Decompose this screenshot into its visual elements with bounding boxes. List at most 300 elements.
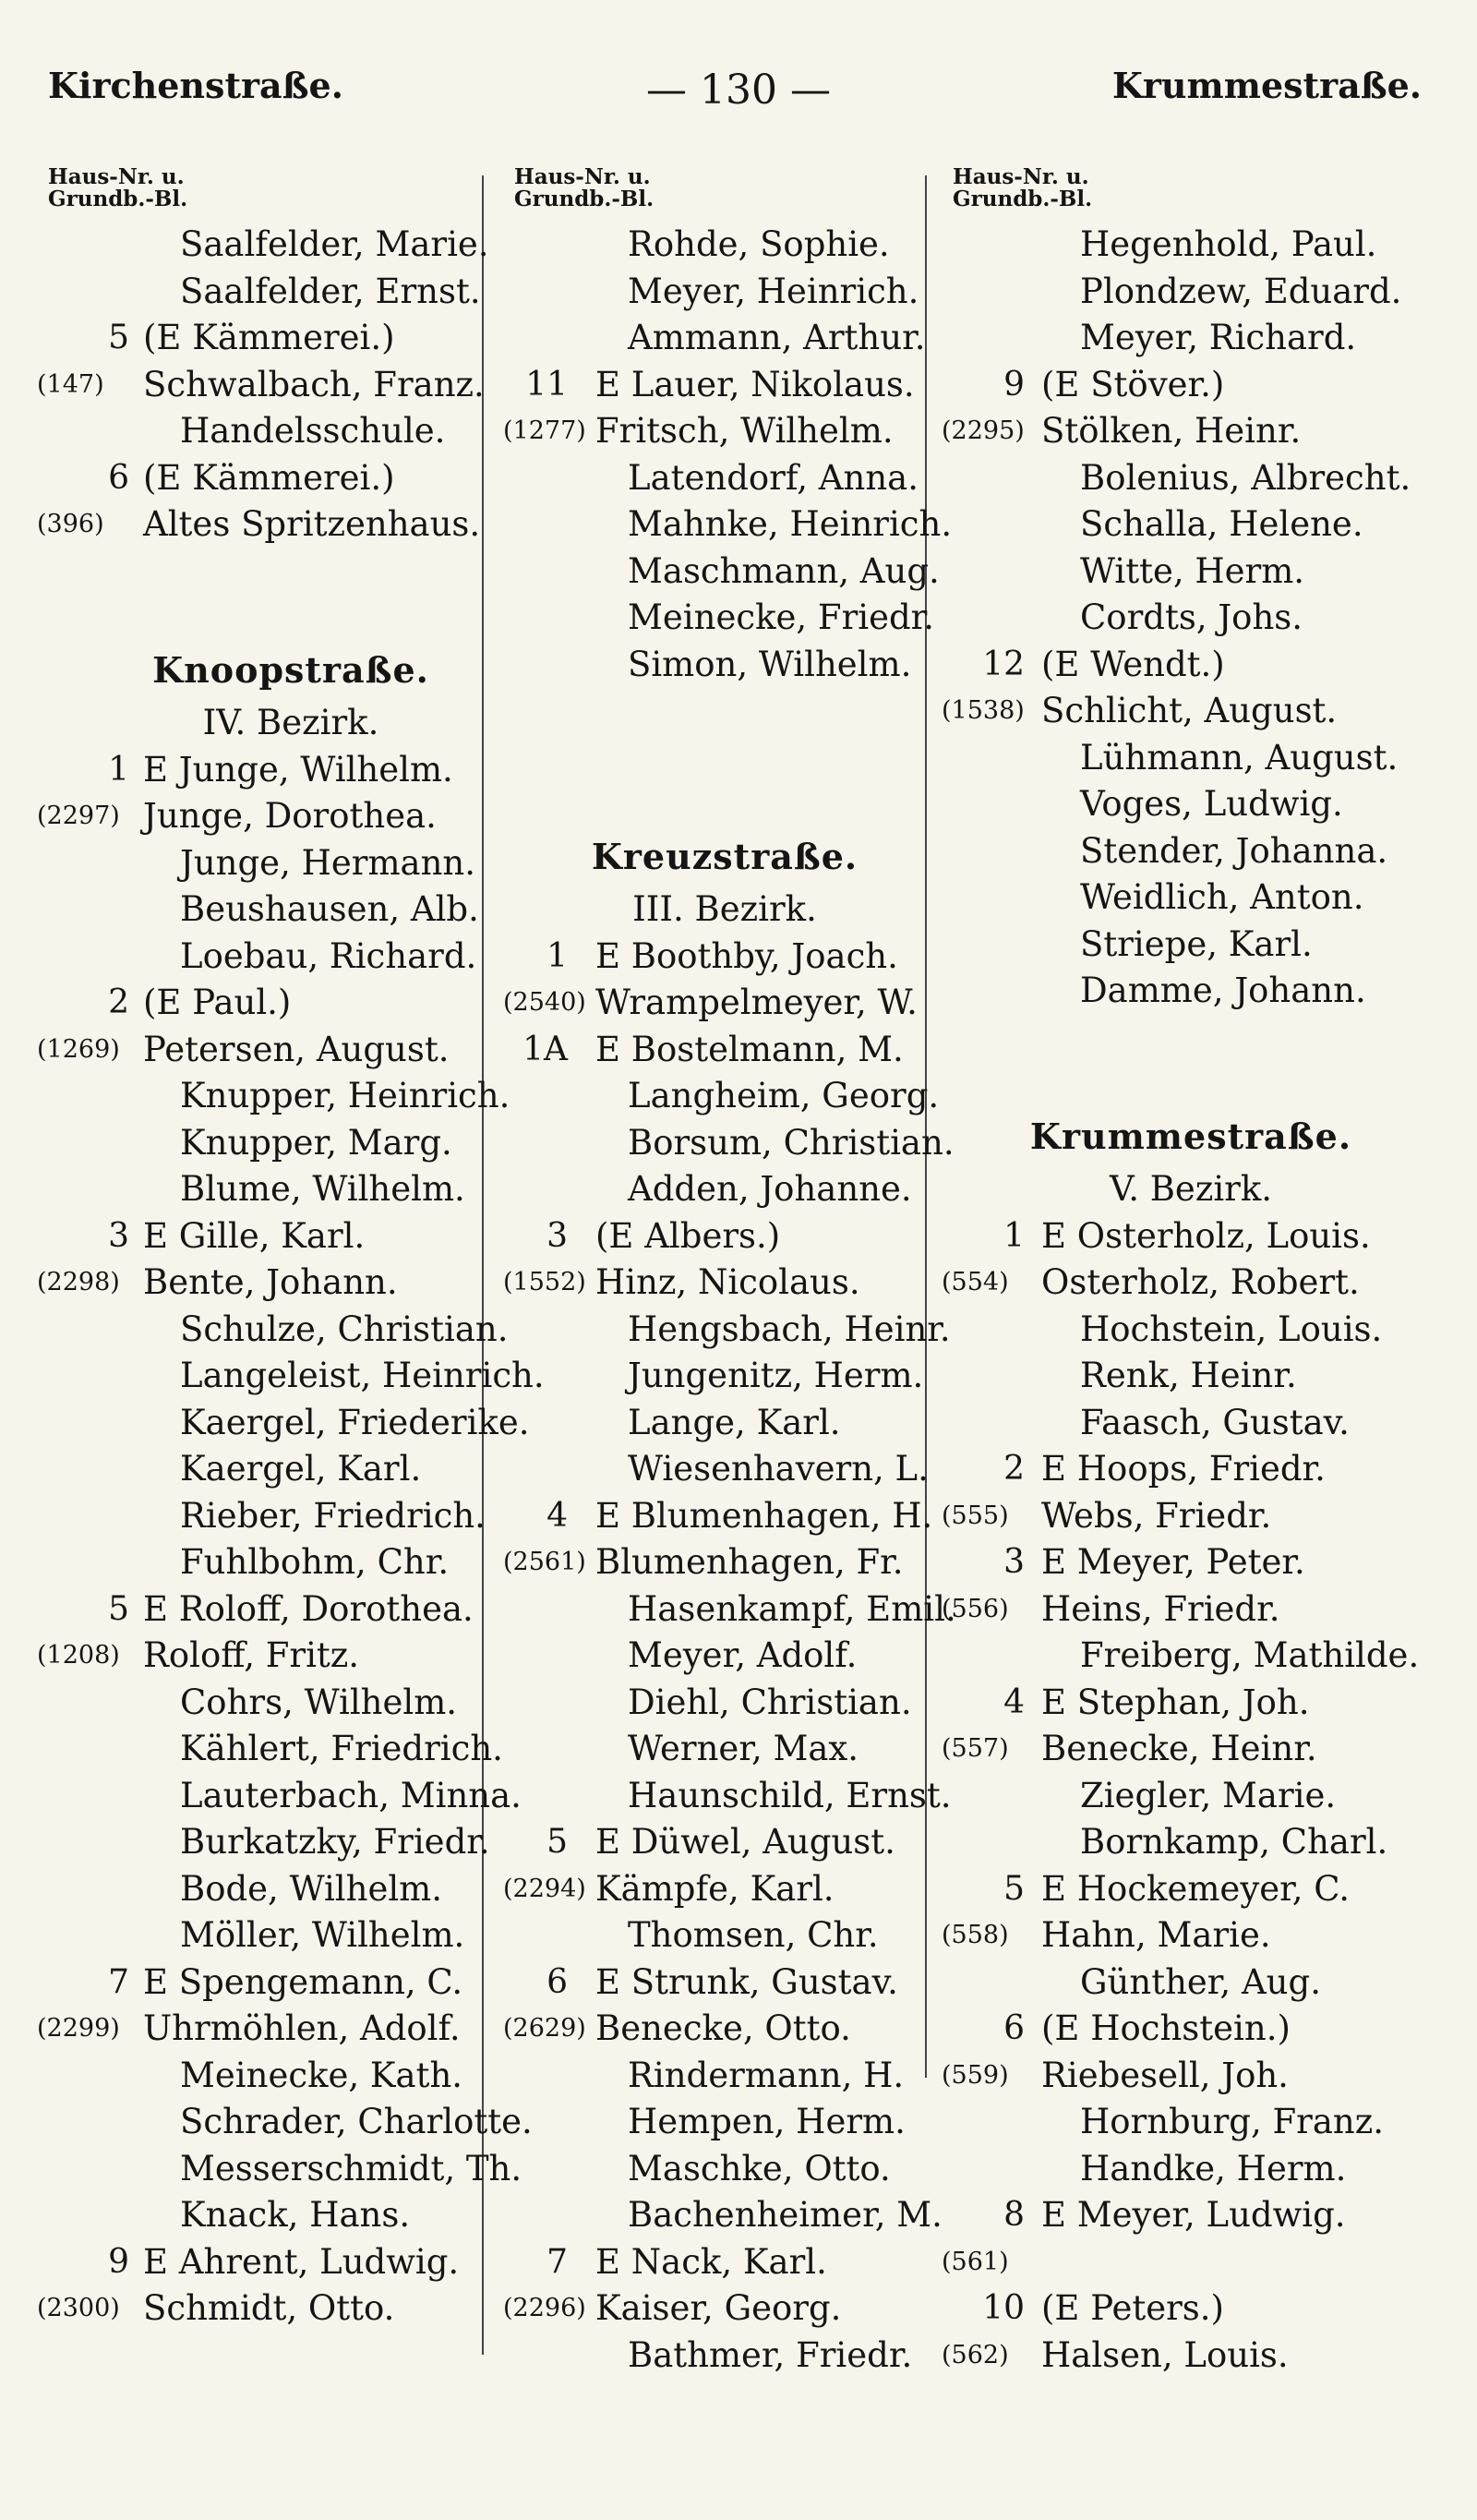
resident-name: Bathmer, Friedr. — [628, 2334, 913, 2375]
resident-name: E Meyer, Ludwig. — [1041, 2195, 1346, 2235]
resident-name: Wrampelmeyer, W. — [595, 983, 918, 1022]
resident-name: Langeleist, Heinrich. — [180, 1356, 545, 1395]
resident-name: Jungenitz, Herm. — [628, 1356, 924, 1395]
column-header-line1: Haus-Nr. u. — [953, 164, 1089, 189]
resident-name: E Strunk, Gustav. — [595, 1961, 898, 2002]
resident-name: Hahn, Marie. — [1041, 1915, 1271, 1955]
list-item — [503, 2285, 946, 2333]
list-item — [37, 455, 498, 502]
list-item — [942, 1213, 1440, 1260]
resident-name: Lange, Karl. — [628, 1402, 841, 1442]
resident-name: Renk, Heinr. — [1080, 1356, 1297, 1395]
house-number: 3 — [546, 1216, 568, 1255]
resident-name: Handelsschule. — [180, 411, 446, 451]
resident-name: (E Peters.) — [1041, 2288, 1224, 2328]
list-item — [942, 2333, 1440, 2380]
register-number: (559) — [942, 2060, 1009, 2090]
list-item — [503, 934, 946, 981]
list-item — [503, 1586, 956, 1634]
list-item — [37, 362, 498, 409]
resident-name: Knupper, Heinrich. — [180, 1076, 510, 1115]
resident-name: Loebau, Richard. — [180, 935, 477, 976]
register-number: (2561) — [503, 1548, 586, 1576]
column-3 — [942, 166, 1440, 2379]
resident-name: Saalfelder, Ernst. — [180, 271, 481, 311]
resident-name: Meinecke, Kath. — [180, 2055, 463, 2095]
list-item — [37, 1493, 498, 1540]
list-item — [503, 1819, 946, 1866]
list-item — [503, 315, 946, 362]
resident-name: (E Wendt.) — [1041, 644, 1225, 684]
resident-name: Rohde, Sophie. — [628, 224, 890, 264]
register-number: (562) — [942, 2340, 1009, 2369]
list-item — [37, 2192, 498, 2239]
list-item — [37, 1446, 498, 1493]
resident-name: Meyer, Adolf. — [628, 1635, 858, 1675]
resident-name: Saalfelder, Marie. — [180, 224, 489, 264]
resident-name: Fritsch, Wilhelm. — [595, 411, 894, 451]
blank-line — [37, 595, 498, 642]
resident-name: Hochstein, Louis. — [1080, 1308, 1383, 1349]
register-number: (2296) — [503, 2294, 586, 2322]
list-item — [503, 2239, 946, 2286]
house-number: 1 — [1003, 1216, 1025, 1255]
list-item — [37, 1819, 498, 1866]
house-number: 10 — [982, 2289, 1025, 2327]
resident-name: E Lauer, Nikolaus. — [595, 364, 915, 404]
list-item — [503, 2099, 946, 2146]
resident-name: Möller, Wilhelm. — [180, 1915, 465, 1955]
column-header-line1: Haus-Nr. u. — [48, 164, 185, 189]
resident-name: Kaergel, Karl. — [180, 1449, 422, 1489]
resident-name: E Düwel, August. — [595, 1822, 895, 1862]
resident-name: Bornkamp, Charl. — [1080, 1822, 1388, 1862]
register-number: (554) — [942, 1268, 1009, 1296]
resident-name: Benecke, Heinr. — [1041, 1729, 1317, 1768]
resident-name: Cohrs, Wilhelm. — [180, 1682, 458, 1722]
resident-name: Burkatzky, Friedr. — [180, 1822, 490, 1862]
resident-name: Uhrmöhlen, Adolf. — [143, 2008, 461, 2048]
register-number: (2300) — [37, 2294, 120, 2322]
list-item — [942, 1400, 1440, 1447]
resident-name: Schalla, Helene. — [1080, 504, 1363, 544]
resident-name: Werner, Max. — [628, 1729, 859, 1768]
list-item — [37, 1213, 498, 1260]
list-item — [503, 1959, 946, 2007]
resident-name: Schlicht, August. — [1041, 691, 1338, 730]
list-item — [37, 501, 498, 549]
list-item — [503, 1213, 946, 1260]
list-item — [942, 1866, 1440, 1913]
resident-name: Hornburg, Franz. — [1080, 2102, 1384, 2141]
resident-name: Maschke, Otto. — [628, 2148, 891, 2188]
column-header — [503, 166, 946, 222]
resident-name: Halsen, Louis. — [1041, 2334, 1289, 2375]
list-item — [942, 362, 1440, 409]
list-item — [37, 980, 498, 1027]
register-number: (561) — [942, 2247, 1009, 2276]
list-item — [503, 1120, 955, 1167]
resident-name: Petersen, August. — [143, 1029, 450, 1069]
list-item — [503, 501, 953, 549]
list-item — [942, 595, 1440, 642]
resident-name: E Gille, Karl. — [143, 1215, 366, 1256]
resident-name: E Roloff, Dorothea. — [143, 1588, 474, 1629]
list-item — [503, 2053, 946, 2100]
resident-name: Meinecke, Friedr. — [628, 597, 935, 637]
resident-name: Webs, Friedr. — [1041, 1495, 1272, 1536]
resident-name: Hinz, Nicolaus. — [595, 1262, 860, 1302]
resident-name: Striepe, Karl. — [1080, 923, 1313, 964]
resident-name: Cordts, Johs. — [1080, 597, 1303, 637]
list-item — [503, 1493, 946, 1540]
list-item — [37, 1726, 503, 1773]
resident-name: Junge, Dorothea. — [143, 796, 437, 836]
house-number: 11 — [525, 365, 568, 404]
resident-name: Beushausen, Alb. — [180, 889, 479, 929]
blank-line — [942, 1015, 1440, 1062]
resident-name: Damme, Johann. — [1080, 971, 1366, 1010]
list-item — [37, 1912, 498, 1959]
resident-name: Schmidt, Otto. — [143, 2288, 395, 2328]
list-item — [942, 2192, 1440, 2239]
resident-name: Witte, Herm. — [1080, 550, 1305, 591]
register-number: (1269) — [37, 1034, 120, 1064]
resident-name: Heins, Friedr. — [1041, 1588, 1280, 1629]
resident-name: Fuhlbohm, Chr. — [180, 1542, 450, 1582]
list-item — [942, 2099, 1440, 2146]
list-item — [942, 1726, 1440, 1773]
resident-name: E Spengemann, C. — [143, 1961, 463, 2002]
list-item — [503, 408, 946, 455]
list-item — [503, 1726, 946, 1773]
resident-name: E Osterholz, Louis. — [1041, 1215, 1371, 1256]
resident-name: E Ahrent, Ludwig. — [143, 2241, 460, 2282]
resident-name: Handke, Herm. — [1080, 2148, 1347, 2188]
list-item — [942, 968, 1440, 1015]
resident-name: E Blumenhagen, H. — [595, 1495, 933, 1536]
list-item — [942, 642, 1440, 689]
list-item — [942, 455, 1440, 502]
list-item — [503, 595, 946, 642]
resident-name: E Stephan, Joh. — [1041, 1682, 1310, 1722]
list-item — [503, 1866, 946, 1913]
list-item — [503, 549, 946, 596]
register-number: (1208) — [37, 1641, 120, 1670]
register-number: (2295) — [942, 416, 1025, 445]
resident-name: Kählert, Friedrich. — [180, 1729, 503, 1768]
list-item — [37, 1586, 498, 1634]
column-header-line2: Grundb.-Bl. — [514, 187, 654, 211]
list-item — [942, 315, 1440, 362]
list-item — [503, 2006, 946, 2053]
resident-name: Meyer, Heinrich. — [628, 271, 919, 311]
list-item — [503, 1073, 946, 1120]
blank-line — [503, 688, 946, 735]
list-item — [942, 1353, 1440, 1400]
resident-name: Kaergel, Friederike. — [180, 1402, 530, 1442]
resident-name: Bachenheimer, M. — [628, 2195, 943, 2235]
resident-name: Stölken, Heinr. — [1041, 411, 1302, 451]
list-item — [503, 642, 946, 689]
resident-name: E Bostelmann, M. — [595, 1029, 904, 1069]
list-item — [503, 1446, 946, 1493]
list-item — [503, 1633, 946, 1680]
resident-name: Simon, Wilhelm. — [628, 644, 912, 684]
house-number: 5 — [1003, 1869, 1025, 1908]
list-item — [503, 362, 946, 409]
list-item — [942, 828, 1440, 875]
resident-name: Ammann, Arthur. — [628, 318, 926, 357]
column-header-line2: Grundb.-Bl. — [953, 187, 1093, 211]
register-number: (555) — [942, 1501, 1009, 1530]
register-number: (556) — [942, 1594, 1009, 1623]
list-item — [942, 1260, 1440, 1307]
blank-line — [942, 1061, 1440, 1108]
resident-name: Schrader, Charlotte. — [180, 2102, 533, 2141]
resident-name: Faasch, Gustav. — [1080, 1402, 1350, 1442]
house-number: 6 — [546, 1962, 568, 2001]
resident-name: Osterholz, Robert. — [1041, 1262, 1360, 1302]
list-item — [37, 934, 498, 981]
register-number: (2629) — [503, 2014, 586, 2043]
column-header-line1: Haus-Nr. u. — [514, 164, 651, 189]
list-item — [37, 1773, 522, 1820]
list-item — [942, 1819, 1440, 1866]
column-header — [942, 166, 1440, 222]
list-item — [942, 1680, 1440, 1727]
list-item — [942, 1307, 1440, 1354]
list-item — [37, 408, 498, 455]
list-item — [503, 1912, 946, 1959]
house-number: 1 — [108, 750, 129, 789]
register-number: (1552) — [503, 1268, 586, 1296]
list-item — [37, 315, 498, 362]
house-number: 7 — [108, 1962, 129, 2001]
resident-name: Günther, Aug. — [1080, 1961, 1321, 2002]
list-item — [942, 1773, 1440, 1820]
register-number: (2299) — [37, 2014, 120, 2043]
register-number: (1277) — [503, 416, 586, 445]
resident-name: Schulze, Christian. — [180, 1308, 509, 1349]
column-2 — [503, 164, 956, 2379]
resident-name: Adden, Johanne. — [628, 1169, 912, 1209]
resident-name: Roloff, Fritz. — [143, 1635, 360, 1675]
list-item — [942, 1493, 1440, 1540]
list-item — [503, 455, 946, 502]
list-item — [942, 922, 1440, 969]
running-head-left: Kirchenstraße. — [48, 65, 343, 106]
resident-name: Diehl, Christian. — [628, 1682, 912, 1722]
list-item — [503, 269, 946, 316]
register-number: (2297) — [37, 802, 120, 830]
resident-name: Junge, Hermann. — [180, 842, 476, 883]
house-number: 6 — [108, 458, 129, 497]
list-item — [503, 1539, 946, 1586]
list-item — [942, 1633, 1440, 1680]
house-number: 5 — [108, 1589, 129, 1628]
street-heading: Krummestraße. — [1029, 1115, 1352, 1157]
house-number: 4 — [1003, 1682, 1025, 1721]
list-item — [503, 1773, 952, 1820]
resident-name: Blume, Wilhelm. — [180, 1169, 465, 1209]
list-item — [37, 1866, 498, 1913]
house-number: 5 — [546, 1823, 568, 1861]
resident-name: (E Kämmerei.) — [143, 318, 395, 357]
resident-name: Rindermann, H. — [628, 2055, 905, 2095]
list-item — [37, 747, 498, 794]
blank-line — [503, 781, 946, 828]
list-item — [942, 735, 1440, 782]
resident-name: Weidlich, Anton. — [1080, 877, 1364, 917]
register-number: (396) — [37, 510, 104, 538]
resident-name: Kämpfe, Karl. — [595, 1868, 835, 1909]
list-item — [37, 1027, 498, 1074]
house-number: 2 — [108, 983, 129, 1021]
list-item — [503, 1680, 946, 1727]
resident-name: Plondzew, Eduard. — [1080, 271, 1402, 311]
resident-name: Knack, Hans. — [180, 2195, 411, 2235]
house-number: 4 — [546, 1496, 568, 1535]
list-item — [37, 1166, 498, 1213]
house-number: 6 — [1003, 2009, 1025, 2047]
resident-name: Ziegler, Marie. — [1080, 1775, 1337, 1815]
house-number: 9 — [1003, 365, 1025, 404]
list-item — [37, 1260, 498, 1307]
resident-name: Voges, Ludwig. — [1080, 784, 1343, 824]
street-heading: Knoopstraße. — [152, 648, 429, 691]
list-item — [942, 1959, 1440, 2007]
list-item — [942, 408, 1440, 455]
list-item — [37, 1307, 509, 1354]
list-item — [503, 2192, 946, 2239]
house-number: 9 — [108, 2242, 129, 2281]
list-item — [37, 1073, 510, 1120]
list-item — [942, 2239, 1440, 2286]
list-item — [37, 1959, 498, 2007]
resident-name: E Nack, Karl. — [595, 2241, 827, 2282]
list-item — [942, 2053, 1440, 2100]
list-item — [503, 1353, 946, 1400]
list-item — [942, 501, 1440, 549]
resident-name: (E Hochstein.) — [1041, 2008, 1291, 2048]
column-header-line2: Grundb.-Bl. — [48, 187, 188, 211]
resident-name: Bolenius, Albrecht. — [1080, 457, 1411, 498]
list-item — [942, 2285, 1440, 2333]
list-item — [942, 1586, 1440, 1634]
list-item — [37, 2099, 533, 2146]
blank-line — [503, 735, 946, 782]
list-item — [37, 1539, 498, 1586]
resident-name: Freiberg, Mathilde. — [1080, 1635, 1420, 1675]
running-head-right: Krummestraße. — [1111, 65, 1422, 106]
list-item — [942, 874, 1440, 922]
list-item — [503, 1400, 946, 1447]
list-item — [503, 1260, 946, 1307]
list-item — [37, 886, 498, 934]
resident-name: Bode, Wilhelm. — [180, 1868, 443, 1909]
list-item — [942, 2006, 1440, 2053]
house-number: 12 — [982, 645, 1025, 683]
list-item — [37, 1353, 545, 1400]
house-number: 1A — [522, 1030, 568, 1068]
list-item — [37, 2006, 498, 2053]
resident-name: (E Albers.) — [595, 1215, 781, 1256]
resident-name: Stender, Johanna. — [1080, 830, 1388, 871]
list-item — [37, 2285, 498, 2333]
list-item — [37, 1120, 498, 1167]
register-number: (147) — [37, 369, 104, 399]
register-number: (1538) — [942, 696, 1025, 725]
list-item — [942, 688, 1440, 735]
list-item — [37, 222, 498, 269]
list-item — [37, 1680, 498, 1727]
list-item — [942, 1912, 1440, 1959]
list-item — [37, 269, 498, 316]
house-number: 3 — [1003, 1543, 1025, 1581]
list-item — [503, 1166, 946, 1213]
resident-name: E Junge, Wilhelm. — [143, 749, 453, 790]
district-label: III. Bezirk. — [632, 888, 817, 929]
resident-name: E Meyer, Peter. — [1041, 1542, 1305, 1582]
resident-name: Bente, Johann. — [143, 1262, 398, 1302]
resident-name: Rieber, Friedrich. — [180, 1495, 486, 1536]
house-number: 5 — [108, 319, 129, 356]
list-item — [37, 2146, 522, 2193]
resident-name: (E Paul.) — [143, 983, 292, 1022]
house-number: 8 — [1003, 2196, 1025, 2234]
resident-name: Hengsbach, Heinr. — [628, 1308, 951, 1349]
blank-line — [37, 549, 498, 596]
house-number: 7 — [546, 2242, 568, 2281]
resident-name: Meyer, Richard. — [1080, 318, 1357, 357]
resident-name: E Hockemeyer, C. — [1041, 1868, 1351, 1909]
list-item — [503, 1027, 946, 1074]
resident-name: Messerschmidt, Th. — [180, 2148, 522, 2188]
house-number: 2 — [1003, 1450, 1025, 1488]
register-number: (558) — [942, 1921, 1009, 1949]
resident-name: Borsum, Christian. — [628, 1122, 955, 1163]
column-header — [37, 166, 498, 222]
list-item — [503, 1307, 951, 1354]
list-item — [503, 2333, 946, 2380]
register-number: (2540) — [503, 988, 586, 1017]
house-number: 3 — [108, 1216, 129, 1255]
list-item — [942, 549, 1440, 596]
resident-name: Riebesell, Joh. — [1041, 2055, 1289, 2095]
list-item — [37, 840, 498, 887]
list-item — [942, 2146, 1440, 2193]
resident-name: Blumenhagen, Fr. — [595, 1542, 904, 1582]
resident-name: Benecke, Otto. — [595, 2008, 851, 2048]
resident-name: Mahnke, Heinrich. — [628, 504, 953, 544]
house-number: 1 — [546, 936, 568, 975]
resident-name: Hegenhold, Paul. — [1080, 224, 1377, 264]
resident-name: Thomsen, Chr. — [628, 1915, 879, 1955]
resident-name: Langheim, Georg. — [628, 1076, 940, 1115]
resident-name: Lauterbach, Minna. — [180, 1775, 522, 1815]
list-item — [942, 1446, 1440, 1493]
resident-name: Knupper, Marg. — [180, 1122, 452, 1163]
resident-name: Hempen, Herm. — [628, 2102, 906, 2141]
register-number: (2294) — [503, 1874, 586, 1903]
list-item — [503, 2146, 946, 2193]
list-item — [37, 2053, 498, 2100]
page-number: — 130 — — [646, 66, 831, 114]
list-item — [942, 1539, 1440, 1586]
district-label: V. Bezirk. — [1109, 1168, 1273, 1209]
district-label: IV. Bezirk. — [202, 702, 379, 742]
